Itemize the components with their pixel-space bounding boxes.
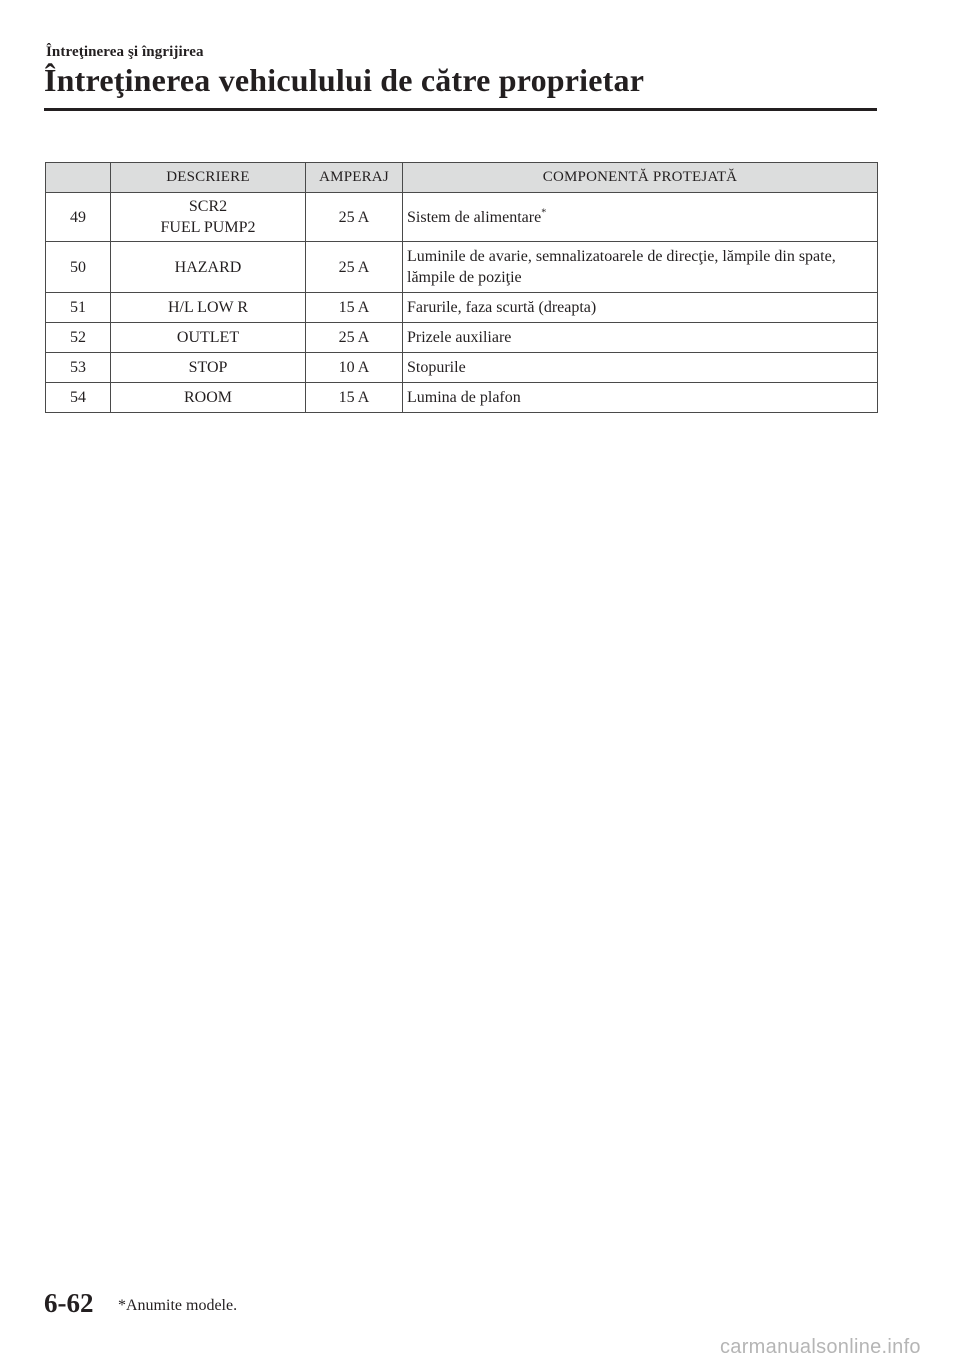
- table-row: [46, 242, 878, 293]
- fuse-description-line: FUEL PUMP2: [160, 219, 256, 236]
- page-title: Întreţinerea vehiculului de către proprietar: [44, 62, 645, 98]
- watermark: carmanualsonline.info: [720, 1336, 921, 1358]
- footnote: *Anumite modele.: [118, 1297, 238, 1314]
- fuse-description: STOP: [111, 353, 306, 383]
- fuse-number: 54: [46, 383, 111, 413]
- fuse-amperage: 25 A: [306, 193, 403, 242]
- fuse-component: Luminile de avarie, semnalizatoarele de direcţie, lămpile din spate, lămpile de poziţie: [403, 242, 878, 293]
- fuse-number: 51: [46, 293, 111, 323]
- fuse-number: 49: [46, 193, 111, 242]
- title-rule: [44, 108, 877, 111]
- fuse-description: HAZARD: [111, 242, 306, 293]
- table-row: [46, 293, 878, 323]
- page-number: 6-62: [44, 1288, 94, 1318]
- fuse-amperage: 25 A: [306, 323, 403, 353]
- header-component: COMPONENTĂ PROTEJATĂ: [403, 163, 878, 193]
- fuse-component: [403, 193, 878, 242]
- header-number: [46, 163, 111, 193]
- section-label: Întreţinerea şi îngrijirea: [46, 44, 204, 60]
- table-row: [46, 383, 878, 413]
- fuse-table: [45, 162, 878, 413]
- table-row: [46, 353, 878, 383]
- table-row: [46, 323, 878, 353]
- footnote-mark: *: [541, 207, 547, 219]
- fuse-amperage: 25 A: [306, 242, 403, 293]
- fuse-number: 53: [46, 353, 111, 383]
- fuse-component: Stopurile: [403, 353, 878, 383]
- fuse-description: OUTLET: [111, 323, 306, 353]
- fuse-amperage: 15 A: [306, 383, 403, 413]
- fuse-amperage: 10 A: [306, 353, 403, 383]
- fuse-description: ROOM: [111, 383, 306, 413]
- table-row: [46, 193, 878, 242]
- table-header-row: [46, 163, 878, 193]
- fuse-description: [111, 193, 306, 242]
- fuse-description-line: SCR2: [188, 198, 228, 215]
- fuse-component: Farurile, faza scurtă (dreapta): [403, 293, 878, 323]
- fuse-description: H/L LOW R: [111, 293, 306, 323]
- fuse-component: Prizele auxiliare: [403, 323, 878, 353]
- fuse-number: 50: [46, 242, 111, 293]
- header-description: DESCRIERE: [111, 163, 306, 193]
- fuse-component-text: Sistem de alimentare: [407, 208, 542, 226]
- fuse-component: Lumina de plafon: [403, 383, 878, 413]
- header-amperage: AMPERAJ: [306, 163, 403, 193]
- fuse-number: 52: [46, 323, 111, 353]
- fuse-amperage: 15 A: [306, 293, 403, 323]
